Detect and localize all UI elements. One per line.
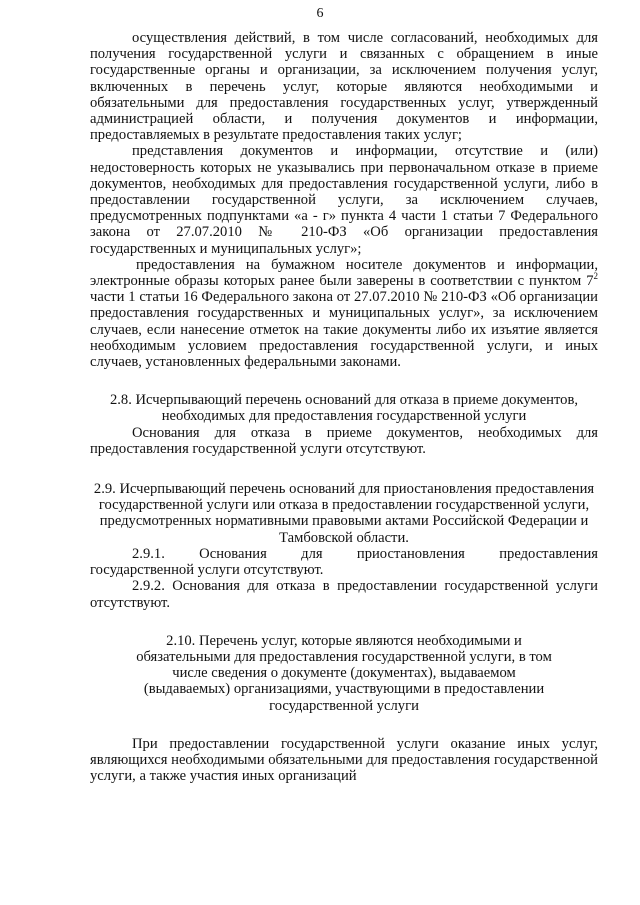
paragraph-documents-unreliable: представления документов и информации, отсутствие и (или) недостоверность которых не указывались при первоначальном отказе в приеме документов, необходимых для предоставления государственной услуги, либо в предоставлении государственной услуги, за исключением случаев, предусмотренных подпунктами «а - г» пункта 4 части 1 статьи 7 Федерального закона от 27.07.2010 № 210-ФЗ «Об организации предоставления государственных и муниципальных услуг»; <box>90 143 598 257</box>
paragraph-paper-documents-part1: предоставления на бумажном носителе документов и информации, электронные образы которых ранее были заверены в соответствии с пунктом 7 <box>90 256 598 290</box>
section-2-9-1-word: для <box>301 545 323 562</box>
paragraph-approvals: осуществления действий, в том числе согласований, необходимых для получения государственной услуги и связанных с обращением в иные государственные органы и организации, за исключением получения услуг, включенных в перечень услуг, которые являются необходимыми и обязательными для предоставления государственных услуг, утвержденный администрацией области, и получения документов и информации, предоставляемых в результате предоставления таких услуг; <box>90 30 598 144</box>
section-2-9-1-word: Основания <box>199 545 267 562</box>
page-number: 6 <box>316 6 324 21</box>
section-2-9-2: 2.9.2. Основания для отказа в предоставлении государственной услуги отсутствуют. <box>90 578 598 611</box>
paragraph-paper-documents-part2: части 1 статьи 16 Федерального закона от 27.07.2010 № 210-ФЗ «Об организации предоставления государственных и муниципальных услуг», за исключением случаев, если нанесение отметок на такие документы либо их изъятие является необходимым условием предоставления государственной услуги, и иных случаев, установленных федеральными законами. <box>90 289 598 371</box>
section-2-8-text: Основания для отказа в приеме документов, необходимых для предоставления государственной услуги отсутствуют. <box>90 424 598 457</box>
section-2-9-heading: 2.9. Исчерпывающий перечень оснований для приостановления предоставления государственной услуги или отказа в предоставлении государственной услуги, предусмотренных нормативными правовыми актами Российской Федерации и Тамбовской области. <box>93 481 595 546</box>
section-2-10-heading: 2.10. Перечень услуг, которые являются необходимыми и обязательными для предоставления государственной услуги, в том числе сведения о документе (документах), выдаваемом (выдаваемых) организациями, участвующими в предоставлении государственной услуги <box>136 632 552 714</box>
section-2-10-text: При предоставлении государственной услуги оказание иных услуг, являющихся необходимыми обязательными для предоставления государственной услуги, а также участия иных организаций <box>90 735 598 785</box>
paragraph-paper-documents <box>90 257 598 370</box>
section-2-9-1-first-line <box>90 546 598 562</box>
superscript-marker: 2 <box>593 271 598 282</box>
section-2-9-1-word: 2.9.1. <box>132 545 165 562</box>
section-2-9-1-word: предоставления <box>499 545 598 562</box>
document-body <box>90 30 598 784</box>
section-2-9-1-tail: государственной услуги отсутствуют. <box>90 562 324 579</box>
section-2-8-heading: 2.8. Исчерпывающий перечень оснований для отказа в приеме документов, необходимых для предоставления государственной услуги <box>109 392 579 425</box>
section-2-9-1-word: приостановления <box>356 545 465 562</box>
